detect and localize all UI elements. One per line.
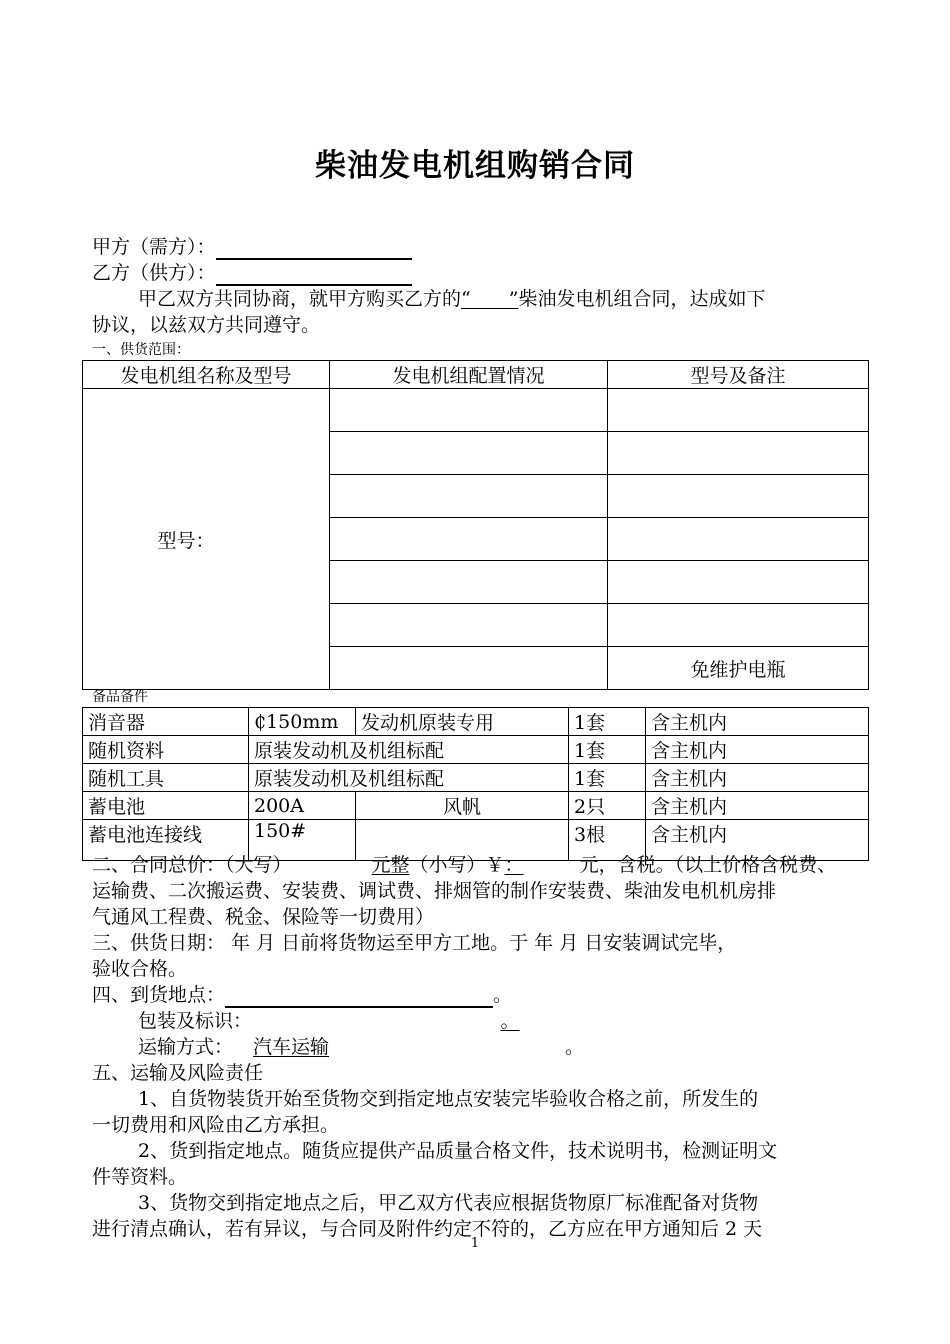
spare-note: 含主机内 <box>646 820 869 861</box>
note-cell[interactable] <box>608 475 869 518</box>
section4-line-1 <box>92 982 858 1008</box>
table-header-cell: 型号及备注 <box>608 361 869 389</box>
party-a-blank[interactable] <box>216 236 412 260</box>
spare-name: 随机资料 <box>83 736 249 764</box>
section5-p2-line-1: 2、货到指定地点。随货应提供产品质量合格文件，技术说明书，检测证明文 <box>138 1140 778 1162</box>
intro-text-a: 甲乙双方共同协商，就甲方购买乙方的 <box>138 288 462 310</box>
spare-qty: 3根 <box>569 820 646 861</box>
config-cell[interactable] <box>330 518 608 561</box>
section5-p2-line-2: 件等资料。 <box>92 1166 188 1188</box>
table-header-cell: 发电机组配置情况 <box>330 361 608 389</box>
intro-text-b: 柴油发电机组合同，达成如下 <box>518 288 766 310</box>
note-cell[interactable] <box>608 432 869 475</box>
section3-line-2: 验收合格。 <box>92 958 188 980</box>
config-cell[interactable] <box>330 647 608 690</box>
spares-table <box>82 707 869 861</box>
spare-name: 蓄电池连接线 <box>83 820 249 861</box>
table-row <box>83 764 869 792</box>
config-cell[interactable] <box>330 475 608 518</box>
config-cell[interactable] <box>330 561 608 604</box>
spare-spec: 150# <box>249 820 356 861</box>
transport-label: 运输方式： <box>138 1036 234 1058</box>
config-cell[interactable] <box>330 604 608 647</box>
intro-line-2: 协议，以兹双方共同遵守。 <box>92 314 321 336</box>
supply-table <box>82 360 869 690</box>
section5-p1-line-1: 1、自货物装货开始至货物交到指定地点安装完毕验收合格之前，所发生的 <box>138 1088 759 1110</box>
table-row <box>83 389 869 432</box>
section3-line-1: 三、供货日期： 年 月 日前将货物运至甲方工地。于 年 月 日安装调试完毕， <box>92 932 737 954</box>
section2-prefix: 二、合同总价：（大写） <box>92 854 292 876</box>
spare-spec: 原装发动机及机组标配 <box>249 736 569 764</box>
spare-note: 含主机内 <box>646 708 869 736</box>
packing-blank[interactable]: 。 <box>500 1010 520 1032</box>
total-number-blank[interactable]: ： <box>504 854 524 876</box>
spare-name: 蓄电池 <box>83 792 249 820</box>
spare-name: 随机工具 <box>83 764 249 792</box>
section2-line-3: 气通风工程费、税金、保险等一切费用） <box>92 906 435 928</box>
spares-label: 备品备件 <box>92 689 148 705</box>
model-cell <box>83 389 330 690</box>
party-b-blank[interactable] <box>216 262 412 286</box>
party-a-label: 甲方（需方）： <box>92 236 216 258</box>
spare-spec: 200A <box>249 792 356 820</box>
spare-spec: 原装发动机及机组标配 <box>249 764 569 792</box>
delivery-place-blank[interactable] <box>225 984 493 1008</box>
packing-line <box>92 1008 858 1034</box>
party-b-label: 乙方（供方）： <box>92 262 216 284</box>
section2-line-2: 运输费、二次搬运费、安装费、调试费、排烟管的制作安装费、柴油发电机机房排 <box>92 880 777 902</box>
table-row <box>83 792 869 820</box>
spare-note: 含主机内 <box>646 736 869 764</box>
spare-note: 含主机内 <box>646 764 869 792</box>
note-cell[interactable] <box>608 561 869 604</box>
page-number: 1 <box>470 1236 480 1251</box>
transport-blank[interactable]: 汽车运输 <box>253 1036 330 1058</box>
note-cell: 免维护电瓶 <box>608 647 869 690</box>
product-blank[interactable]: “ ” <box>461 288 519 310</box>
model-label: 型号： <box>157 529 215 552</box>
spare-qty: 2只 <box>569 792 646 820</box>
total-words-blank[interactable]: 元整 <box>371 854 410 876</box>
section2-mid: （小写）￥ <box>409 854 505 876</box>
note-cell[interactable] <box>608 389 869 432</box>
party-b-line <box>92 260 858 286</box>
spare-spec: ₵150mm <box>249 708 356 736</box>
spare-name: 消音器 <box>83 708 249 736</box>
page-title: 柴油发电机组购销合同 <box>315 148 635 184</box>
table-header-row <box>83 361 869 389</box>
transport-end: 。 <box>565 1036 585 1058</box>
config-cell[interactable] <box>330 432 608 475</box>
table-row <box>83 736 869 764</box>
section5-title: 五、运输及风险责任 <box>92 1062 264 1084</box>
spare-note: 含主机内 <box>646 792 869 820</box>
section5-p3-line-1: 3、货物交到指定地点之后，甲乙双方代表应根据货物原厂标准配备对货物 <box>138 1192 759 1214</box>
packing-label: 包装及标识： <box>138 1010 243 1032</box>
section2-line-1 <box>92 852 858 878</box>
spare-desc: 发动机原装专用 <box>356 708 569 736</box>
table-header-cell: 发电机组名称及型号 <box>83 361 330 389</box>
party-a-line <box>92 234 858 260</box>
config-cell[interactable] <box>330 389 608 432</box>
spare-qty: 1套 <box>569 764 646 792</box>
intro-line-1 <box>92 286 858 312</box>
transport-line <box>92 1034 858 1060</box>
table-row <box>83 708 869 736</box>
section1-label: 一、供货范围： <box>92 342 190 358</box>
note-cell[interactable] <box>608 604 869 647</box>
section5-p3-line-2: 进行清点确认，若有异议，与合同及附件约定不符的，乙方应在甲方通知后 2 天 <box>92 1218 763 1240</box>
section2-suffix: 元，含税。（以上价格含税费、 <box>579 854 837 876</box>
spare-qty: 1套 <box>569 708 646 736</box>
delivery-place-end: 。 <box>493 984 513 1006</box>
delivery-place-label: 四、到货地点： <box>92 984 226 1006</box>
spare-qty: 1套 <box>569 736 646 764</box>
spare-desc: 风帆 <box>356 792 569 820</box>
section5-p1-line-2: 一切费用和风险由乙方承担。 <box>92 1114 340 1136</box>
note-cell[interactable] <box>608 518 869 561</box>
